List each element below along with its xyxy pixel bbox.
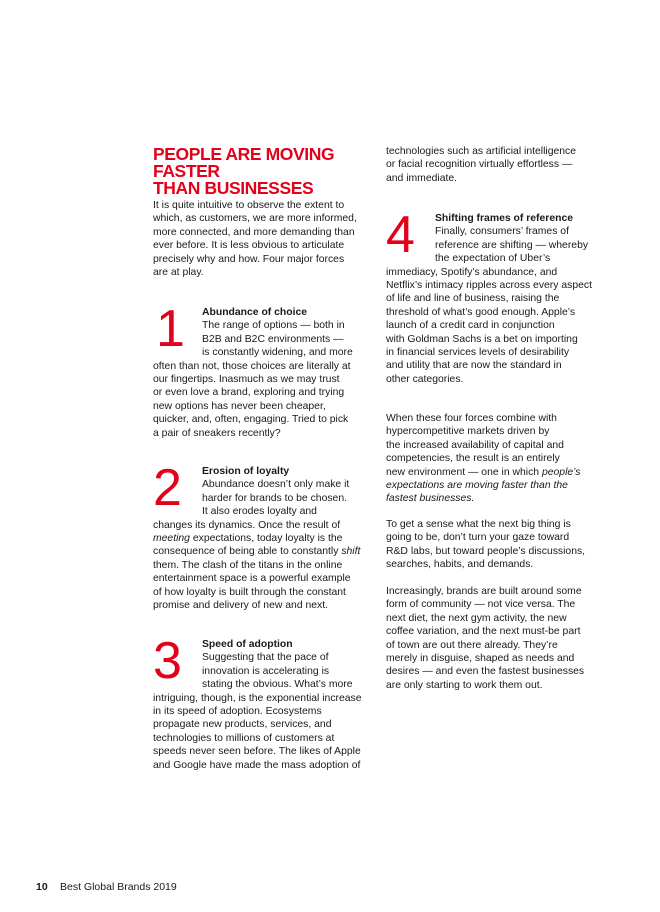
text-line: launch of a credit card in conjunction bbox=[386, 320, 555, 332]
text-line: our fingertips. Inasmuch as we may trust bbox=[153, 374, 340, 386]
text-line: Finally, consumers’ frames of bbox=[435, 226, 569, 238]
combine-paragraph bbox=[386, 412, 611, 506]
emphasis: people’s bbox=[541, 466, 581, 478]
text-line: new options has never been cheaper, bbox=[153, 400, 326, 412]
text-line: the expectation of Uber’s bbox=[435, 253, 551, 265]
title-line-2: THAN BUSINESSES bbox=[153, 178, 314, 198]
text-line: propagate new products, services, and bbox=[153, 719, 332, 731]
text-line: changes its dynamics. Once the result of bbox=[153, 519, 341, 531]
next-big-thing-paragraph bbox=[386, 518, 611, 572]
text-line: The range of options — both in bbox=[202, 320, 345, 332]
text-line bbox=[386, 479, 611, 492]
text-line: Increasingly, brands are built around some bbox=[386, 586, 582, 597]
text-line: is constantly widening, and more bbox=[202, 347, 353, 359]
publication-name: Best Global Brands 2019 bbox=[60, 881, 177, 893]
text-span: consequence of being able to constantly bbox=[153, 546, 342, 558]
title-line-1: PEOPLE ARE MOVING FASTER bbox=[153, 144, 335, 181]
text-line: reference are shifting — whereby bbox=[435, 239, 589, 251]
text-line: Netflix’s intimacy ripples across every aspect bbox=[386, 280, 592, 292]
text-line: intriguing, though, is the exponential increase bbox=[153, 692, 362, 704]
text-line: in financial services levels of desirability bbox=[386, 347, 570, 359]
text-line: harder for brands to be chosen. bbox=[202, 492, 347, 504]
force-4 bbox=[386, 206, 608, 386]
emphasis: expectations are moving faster than the bbox=[386, 480, 568, 492]
text-line: a pair of sneakers recently? bbox=[153, 427, 281, 439]
text-line: merely in disguise, shaped as needs and bbox=[386, 653, 575, 665]
text-line: To get a sense what the next big thing is bbox=[386, 519, 571, 530]
text-line bbox=[386, 466, 611, 479]
text-line: B2B and B2C environments — bbox=[202, 333, 344, 345]
force-1 bbox=[153, 300, 371, 440]
text-line: threshold of what’s good enough. Apple’s bbox=[386, 306, 576, 318]
text-line: It is quite intuitive to observe the extent to bbox=[153, 200, 345, 211]
text-line: or facial recognition virtually effortless — bbox=[386, 159, 573, 171]
text-line: of life and line of business, raising the bbox=[386, 293, 560, 305]
text-line bbox=[153, 532, 371, 545]
text-line: precisely why and how. Four major forces bbox=[153, 253, 345, 265]
force-3 bbox=[153, 632, 371, 772]
text-line: are only starting to work them out. bbox=[386, 679, 543, 691]
emphasis: meeting bbox=[153, 533, 190, 545]
text-line: stating the obvious. What’s more bbox=[202, 679, 353, 691]
text-line: them. The clash of the titans in the online bbox=[153, 559, 343, 571]
text-line: the increased availability of capital and bbox=[386, 439, 564, 451]
text-line: with Goldman Sachs is a bet on importing bbox=[386, 333, 578, 345]
page-number: 10 bbox=[36, 881, 48, 893]
force-heading: Speed of adoption bbox=[202, 639, 293, 650]
emphasis: fastest businesses. bbox=[386, 493, 475, 505]
text-line: of town are out there already. They’re bbox=[386, 639, 558, 651]
text-line: which, as customers, we are more informed, bbox=[153, 213, 357, 225]
text-line: quicker, and, often, engaging. Tried to pick bbox=[153, 414, 349, 426]
text-line: promise and delivery of new and next. bbox=[153, 600, 329, 612]
text-line: or even love a brand, exploring and trying bbox=[153, 387, 345, 399]
text-span: expectations, today loyalty is the bbox=[189, 533, 343, 545]
force-number: 3 bbox=[153, 632, 182, 690]
text-line: are at play. bbox=[153, 267, 204, 279]
community-paragraph bbox=[386, 585, 611, 692]
text-line: competencies, the result is an entirely bbox=[386, 453, 560, 465]
text-line: Abundance doesn’t only make it bbox=[202, 479, 350, 491]
text-line: It also erodes loyalty and bbox=[202, 506, 317, 518]
text-line: speeds never seen before. The likes of Apple bbox=[153, 746, 361, 758]
force-number: 1 bbox=[156, 300, 185, 358]
text-line: entertainment space is a powerful example bbox=[153, 573, 351, 585]
text-line: and Google have made the mass adoption of bbox=[153, 759, 361, 771]
emphasis: shift bbox=[341, 546, 361, 558]
text-line: technologies to millions of customers at bbox=[153, 732, 335, 744]
text-line: form of community — not vice versa. The bbox=[386, 599, 576, 611]
text-line: often than not, those choices are literally at bbox=[153, 360, 351, 372]
text-span: new environment — one in which bbox=[386, 466, 542, 478]
text-line: ever before. It is less obvious to articulate bbox=[153, 240, 345, 252]
force-heading: Shifting frames of reference bbox=[435, 213, 574, 224]
text-line: Suggesting that the pace of bbox=[202, 652, 329, 664]
text-line: next diet, the next gym activity, the new bbox=[386, 612, 567, 624]
text-line: other categories. bbox=[386, 373, 464, 385]
text-line: technologies such as artificial intelligence bbox=[386, 146, 577, 157]
column-2-continuation bbox=[386, 145, 611, 185]
force-number: 4 bbox=[386, 206, 415, 264]
force-2 bbox=[153, 459, 371, 612]
intro-paragraph bbox=[153, 199, 378, 279]
text-line: in its speed of adoption. Ecosystems bbox=[153, 706, 322, 718]
force-heading: Abundance of choice bbox=[202, 307, 308, 318]
text-line: coffee variation, and the next must-be part bbox=[386, 626, 581, 638]
text-line bbox=[386, 492, 611, 505]
text-line: and immediate. bbox=[386, 172, 458, 184]
force-number: 2 bbox=[153, 459, 182, 517]
text-line: more connected, and more demanding than bbox=[153, 226, 355, 238]
force-heading: Erosion of loyalty bbox=[202, 466, 290, 477]
text-line: and utility that are now the standard in bbox=[386, 360, 562, 372]
text-line: going to be, don’t turn your gaze toward bbox=[386, 532, 570, 544]
text-line: immediacy, Spotify’s abundance, and bbox=[386, 266, 558, 278]
text-line: hypercompetitive markets driven by bbox=[386, 426, 550, 438]
page-title bbox=[153, 146, 378, 197]
text-line bbox=[153, 545, 371, 558]
text-line: R&D labs, but toward people’s discussions, bbox=[386, 545, 586, 557]
text-line: searches, habits, and demands. bbox=[386, 559, 534, 571]
text-line: of how loyalty is built through the constant bbox=[153, 586, 346, 598]
text-line: innovation is accelerating is bbox=[202, 665, 330, 677]
text-line: desires — and even the fastest businesses bbox=[386, 666, 585, 678]
text-line: When these four forces combine with bbox=[386, 413, 557, 424]
